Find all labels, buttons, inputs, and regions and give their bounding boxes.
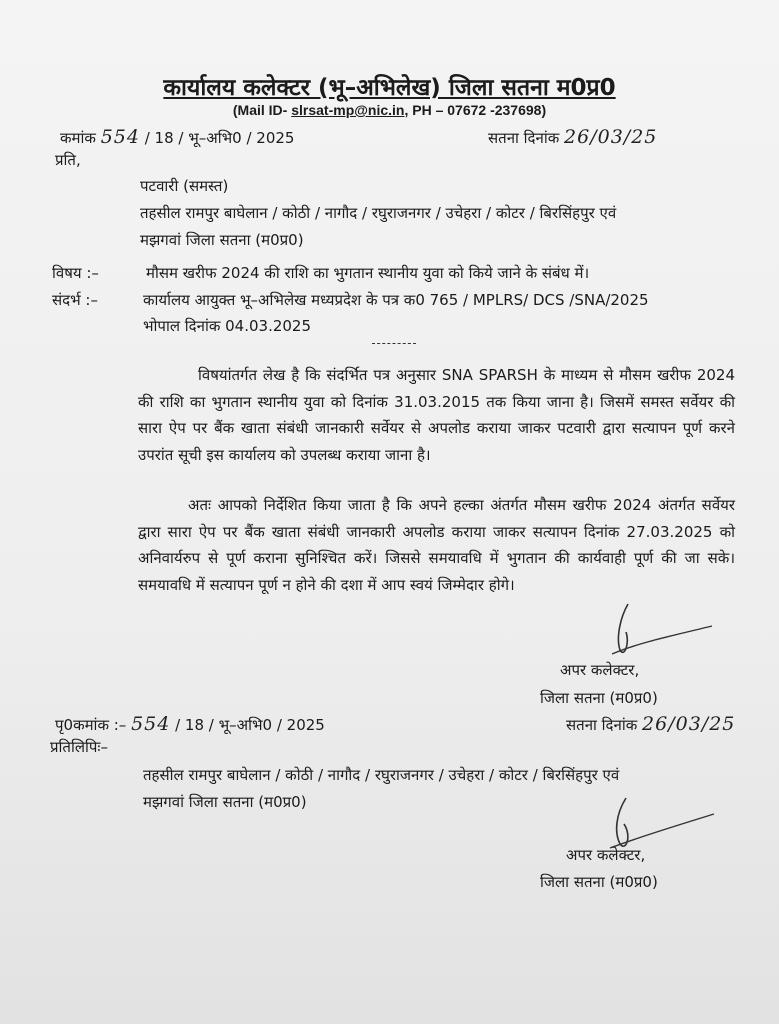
ref-number-line [60,126,294,148]
recipient-line-3: मझगवां जिला सतना (म0प्र0) [140,231,304,249]
reference-line-1: कार्यालय आयुक्त भू–अभिलेख मध्यप्रदेश के पत्र क0 765 / MPLRS/ DCS /SNA/2025 [143,291,649,309]
ref-rest: / 18 / भू–अभि0 / 2025 [144,129,295,147]
email-address: slrsat-mp@nic.in [291,102,405,118]
endorsement-number-handwritten: 554 [131,713,171,735]
signature1-place: जिला सतना (म0प्र0) [540,689,658,707]
ref-label: कमांक [60,129,96,147]
subject-text: मौसम खरीफ 2024 की राशि का भुगतान स्थानीय युवा को किये जाने के संबंध में। [146,264,590,282]
reference-label: संदर्भ :– [52,291,98,309]
mail-prefix: (Mail ID- [232,102,292,118]
recipient-line-1: पटवारी (समस्त) [140,177,229,195]
ref-number-handwritten: 554 [100,126,140,148]
endorsement-date-label: सतना दिनांक [566,716,638,734]
endorsement-date-line [566,713,735,735]
contact-line [0,102,779,118]
endorsement-date-handwritten: 26/03/25 [642,713,736,735]
signature1-title: अपर कलेक्टर, [560,661,640,679]
ref-date-label: सतना दिनांक [488,129,560,147]
separator-rule [372,343,416,344]
copy-line-2: मझगवां जिला सतना (म0प्र0) [143,793,307,811]
ref-date-line [488,126,657,148]
endorsement-rest: / 18 / भू–अभि0 / 2025 [175,716,325,734]
subject-label: विषय :– [52,264,99,282]
signature2-place: जिला सतना (म0प्र0) [540,873,658,891]
body-paragraph-2: अतः आपको निर्देशित किया जाता है कि अपने हल्का अंतर्गत मौसम खरीफ 2024 अंतर्गत सर्वेयर द्वारा सारा ऐप पर बैंक खाता संबंधी जानकारी अपलोड कराया जाकर सत्यापन दिनांक 27.03.2025 को अनिवार्यरुप से पूर्ण कराना सुनिश्चित करें। जिससे समयावधि में भुगतान की कार्यवाही पूर्ण की जा सके। समयावधि में सत्यापन पूर्ण न होने की दशा में आप स्वयं जिम्मेदार होगे। [138,496,735,594]
endorsement-number-line [55,713,325,735]
ref-date-handwritten: 26/03/25 [564,126,658,148]
copy-label: प्रतिलिपिः– [50,738,108,756]
mail-suffix: , PH – 07672 -237698) [404,102,547,118]
body-paragraph-1: विषयांतर्गत लेख है कि संदर्भित पत्र अनुसार SNA SPARSH के माध्यम से मौसम खरीफ 2024 की राशि का भुगतान स्थानीय युवा को दिनांक 31.03.2015 तक किया जाना है। जिसमें समस्त सर्वेयर की सारा ऐप पर बैंक खाता संबंधी जानकारी सर्वेयर से अपलोड कराया जाकर पटवारी द्वारा सत्यापन पूर्ण करने उपरांत सूची इस कार्यालय को उपलब्ध कराया जाना है। [138,366,735,464]
prati-label: प्रति, [55,151,81,169]
office-title: कार्यालय कलेक्टर (भू–अभिलेख) जिला सतना म0प्र0 [163,75,616,101]
endorsement-label: पृ0कमांक :– [55,716,127,734]
signature2-title: अपर कलेक्टर, [566,846,646,864]
recipient-line-2: तहसील रामपुर बाघेलान / कोठी / नागौद / रघुराजनगर / उचेहरा / कोटर / बिरसिंहपुर एवं [140,204,617,222]
reference-line-2: भोपाल दिनांक 04.03.2025 [143,317,312,335]
copy-line-1: तहसील रामपुर बाघेलान / कोठी / नागौद / रघुराजनगर / उचेहरा / कोटर / बिरसिंहपुर एवं [143,766,620,784]
